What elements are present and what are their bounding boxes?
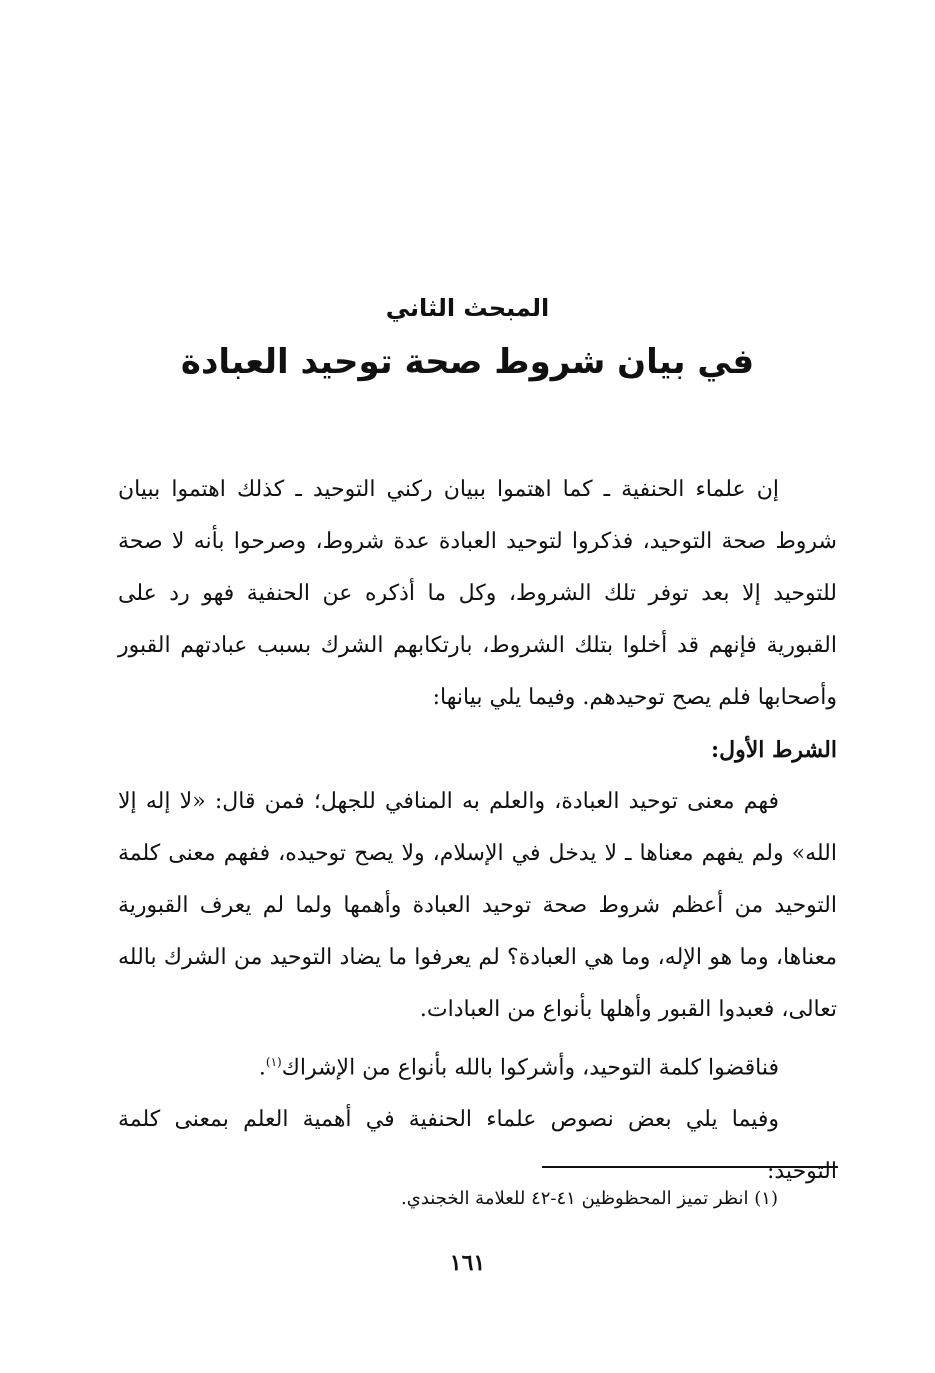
intro-paragraph: إن علماء الحنفية ـ كما اهتموا ببيان ركني التوحيد ـ كذلك اهتموا ببيان شروط صحة التوحيد، فذكروا لتوحيد العبادة عدة شروط، وصرحوا بأنه لا صحة للتوحيد إلا بعد توفر تلك الشروط، وكل ما أذكره عن الحنفية فهو رد على القبورية فإنهم قد أخلوا بتلك الشروط، بارتكابهم الشرك بسبب عبادتهم القبور وأصحابها فلم يصح توحيدهم. وفيما يلي بيانها: [118, 477, 837, 710]
chapter-heading [0, 288, 935, 390]
condition-label: الشرط الأول: [711, 737, 837, 763]
section-title: في بيان شروط صحة توحيد العبادة [180, 342, 755, 382]
contradiction-end: . [258, 1055, 266, 1081]
page-number: ١٦١ [449, 1250, 486, 1276]
section-label: المبحث الثاني [385, 294, 550, 322]
footnote-ref: (١) [265, 1055, 282, 1069]
footnote-divider [542, 1166, 838, 1168]
footnote: (١) انظر تميز المحظوظين ٤١-٤٢ للعلامة الخجندي. [401, 1188, 778, 1209]
body-text [118, 464, 837, 1198]
closing-paragraph: وفيما يلي بعض نصوص علماء الحنفية في أهمية العلم بمعنى كلمة التوحيد: [118, 1107, 837, 1185]
contradiction-paragraph [118, 1036, 837, 1094]
contradiction-text: فناقضوا كلمة التوحيد، وأشركوا بالله بأنواع من الإشراك [281, 1055, 779, 1081]
condition-heading [118, 724, 837, 776]
condition-paragraph: فهم معنى توحيد العبادة، والعلم به المنافي للجهل؛ فمن قال: «لا إله إلا الله» ولم يفهم معناها ـ لا يدخل في الإسلام، ولا يصح توحيده، ففهم معنى كلمة التوحيد من أعظم شروط صحة توحيد العبادة وأهمها ولما لم يعرف القبورية معناها، وما هو الإله، وما هي العبادة؟ لم يعرفوا ما يضاد التوحيد من الشرك بالله تعالى، فعبدوا القبور وأهلها بأنواع من العبادات. [118, 789, 837, 1022]
